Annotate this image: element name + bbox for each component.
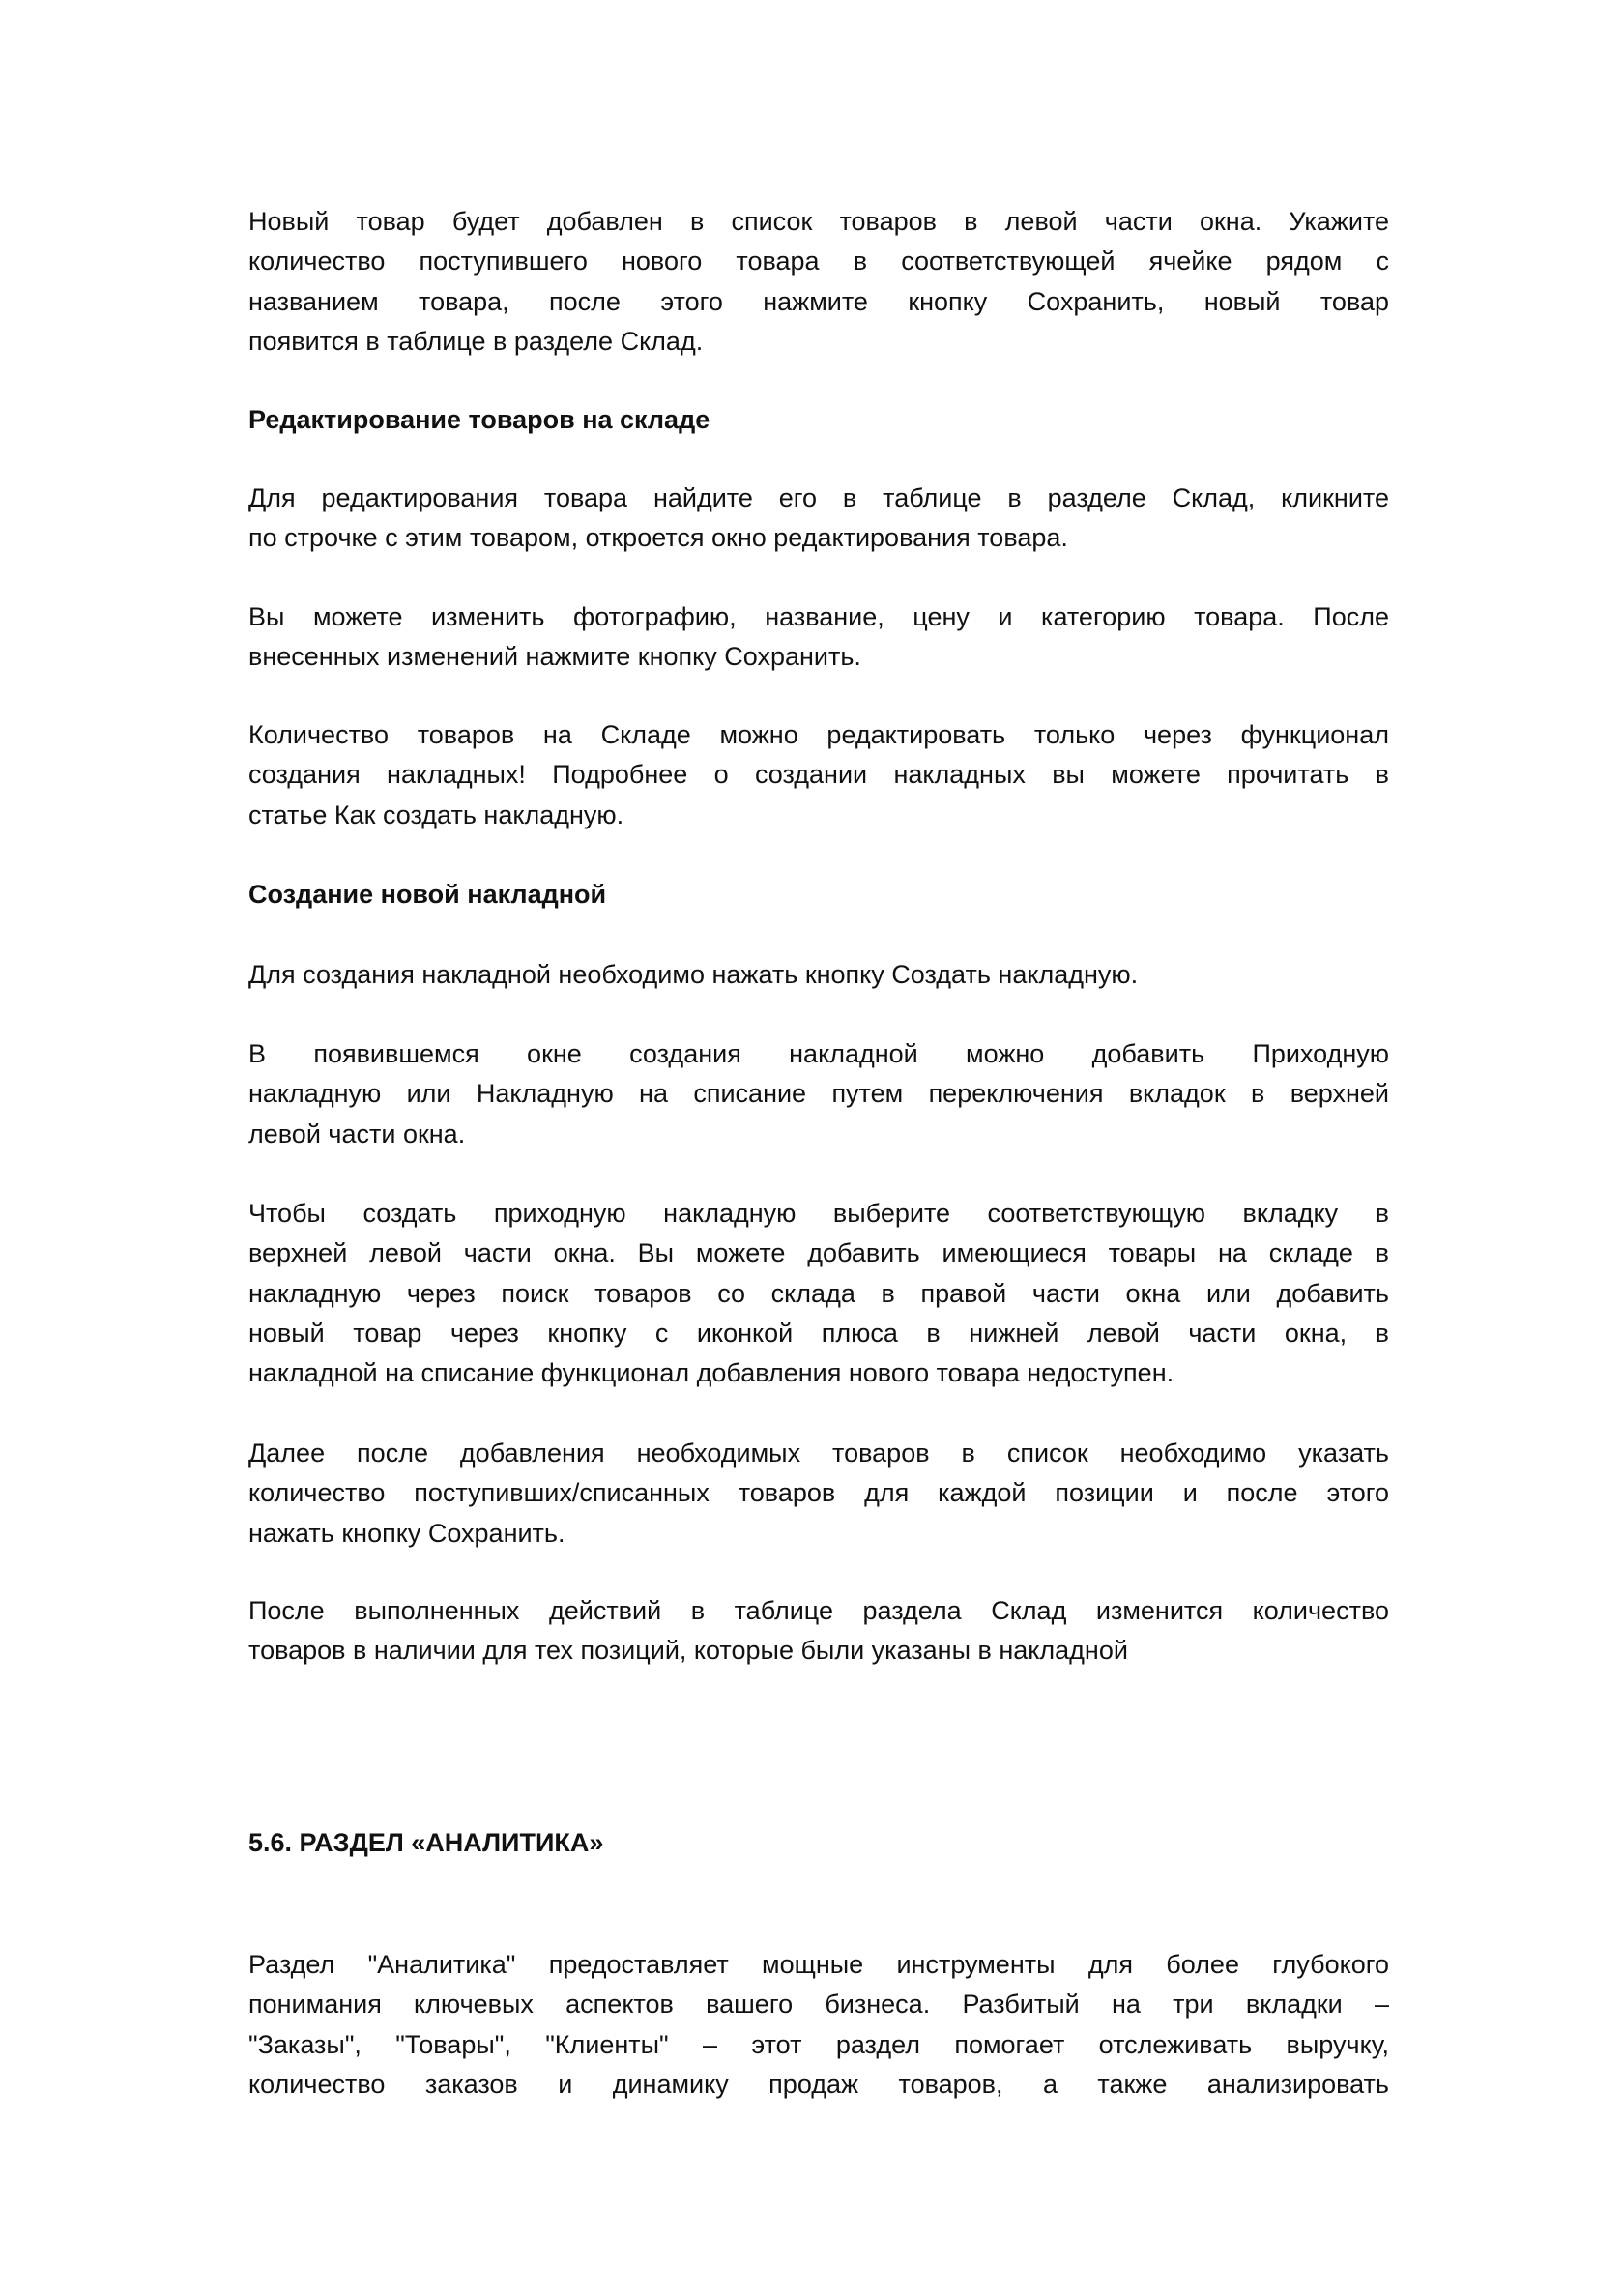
paragraph (248, 597, 1389, 678)
text-line: верхней левой части окна. Вы можете добавить имеющиеся товары на складе в (248, 1238, 1389, 1268)
text-line: понимания ключевых аспектов вашего бизнеса. Разбитый на три вкладки – (248, 1990, 1389, 2020)
paragraph (248, 715, 1389, 835)
text-line: появится в таблице в разделе Склад. (248, 326, 704, 356)
text-line: количество поступившего нового товара в соответствующей ячейке рядом с (248, 247, 1389, 276)
section-heading (248, 1823, 1389, 1863)
text-line: по строчке с этим товаром, откроется окно редактирования товара. (248, 523, 1068, 553)
section-heading (248, 400, 1389, 440)
text-line: количество поступивших/списанных товаров для каждой позиции и после этого (248, 1478, 1389, 1508)
text-line: названием товара, после этого нажмите кнопку Сохранить, новый товар (248, 286, 1389, 316)
text-line: создания накладных! Подробнее о создании накладных вы можете прочитать в (248, 760, 1389, 790)
text-line: Новый товар будет добавлен в список товаров в левой части окна. Укажите (248, 207, 1389, 236)
text-line: товаров в наличии для тех позиций, которые были указаны в накладной (248, 1636, 1128, 1666)
text-line: накладную или Накладную на списание путем переключения вкладок в верхней (248, 1079, 1389, 1109)
text-line: внесенных изменений нажмите кнопку Сохранить. (248, 642, 861, 672)
paragraph (248, 1194, 1389, 1393)
text-line: статье Как создать накладную. (248, 799, 624, 829)
text-line: Для редактирования товара найдите его в таблице в разделе Склад, кликните (248, 483, 1389, 512)
text-line: Раздел "Аналитика" предоставляет мощные инструменты для более глубокого (248, 1950, 1389, 1979)
text-line: Чтобы создать приходную накладную выберите соответствующую вкладку в (248, 1199, 1389, 1228)
paragraph (248, 479, 1389, 559)
text-line: левой части окна. (248, 1119, 466, 1148)
text-line: накладную через поиск товаров со склада в правой части окна или добавить (248, 1278, 1389, 1308)
text-line: нажать кнопку Сохранить. (248, 1518, 566, 1548)
text-line: Вы можете изменить фотографию, название, цену и категорию товара. После (248, 602, 1389, 631)
paragraph (248, 1945, 1389, 2105)
section-heading (248, 875, 1389, 915)
paragraph (248, 1591, 1389, 1671)
text-line: После выполненных действий в таблице раздела Склад изменится количество (248, 1596, 1389, 1625)
text-line: накладной на списание функционал добавления нового товара недоступен. (248, 1358, 1174, 1388)
paragraph (248, 1034, 1389, 1154)
text-line: количество заказов и динамику продаж товаров, а также анализировать (248, 2069, 1389, 2099)
text-line: Для создания накладной необходимо нажать кнопку Создать накладную. (248, 960, 1139, 989)
text-line: 5.6. РАЗДЕЛ «АНАЛИТИКА» (248, 1828, 604, 1857)
paragraph (248, 1434, 1389, 1554)
text-line: Далее после добавления необходимых товаров в список необходимо указать (248, 1439, 1389, 1468)
text-line: "Заказы", "Товары", "Клиенты" – этот раздел помогает отслеживать выручку, (248, 2029, 1389, 2059)
text-line: Количество товаров на Складе можно редактировать только через функционал (248, 720, 1389, 749)
text-line: Редактирование товаров на складе (248, 405, 710, 434)
text-line: Создание новой накладной (248, 880, 607, 909)
text-line: новый товар через кнопку с иконкой плюса в нижней левой части окна, в (248, 1318, 1389, 1348)
paragraph (248, 202, 1389, 362)
paragraph (248, 955, 1389, 995)
text-line: В появившемся окне создания накладной можно добавить Приходную (248, 1039, 1389, 1068)
